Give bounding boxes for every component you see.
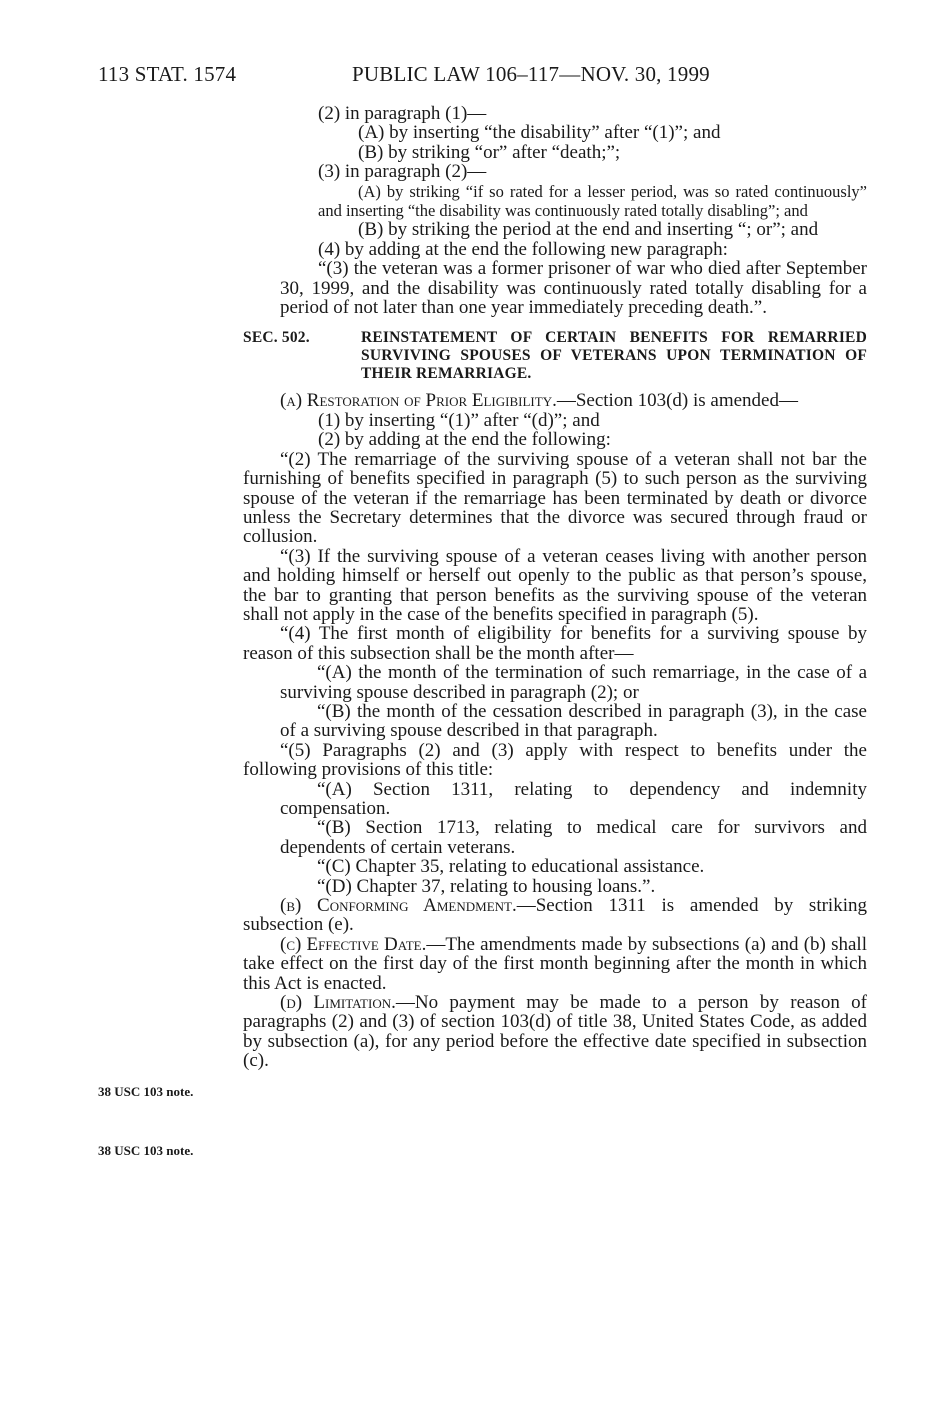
subsection-heading: (d) Limitation. [280, 992, 396, 1014]
paragraph: “(C) Chapter 35, relating to educational assistance. [317, 856, 705, 878]
subsection-heading: (a) Restoration of Prior Eligibility. [280, 390, 557, 412]
margin-note-d: 38 USC 103 note. [98, 1143, 194, 1158]
subsection-text: —No payment may be made to a person by reason of paragraphs (2) and (3) of section 103(d) of title 38, United States Code, as added by subsection (a), for any period before the effective date specified in subsection (c). [243, 992, 867, 1072]
paragraph: “(B) the month of the cessation described in paragraph (3), in the case of a surviving spouse described in that paragraph. [280, 700, 867, 742]
margin-note-c: 38 USC 103 note. [98, 1084, 194, 1099]
subsection-a [243, 391, 867, 410]
text-line: (2) in paragraph (1)— [318, 103, 487, 124]
subsection-text: —The amendments made by subsections (a) and (b) shall take effect on the first day of the first month beginning after the month in which this Act is enacted. [243, 933, 867, 994]
text-line: (B) by striking “or” after “death;”; [358, 141, 621, 163]
subsection-c [243, 935, 867, 993]
text-line: (4) by adding at the end the following new paragraph: [318, 238, 728, 260]
section-title: REINSTATEMENT OF CERTAIN BENEFITS FOR REMARRIED SURVIVING SPOUSES OF VETERANS UPON TERMINATION OF THEIR REMARRIAGE. [361, 329, 867, 383]
text-line: (A) by striking “if so rated for a lesser period, was so rated continuously” and inserting “the disability was continuously rated totally disabling”; and [318, 181, 867, 221]
paragraph: “(2) The remarriage of the surviving spouse of a veteran shall not bar the furnishing of benefits specified in paragraph (5) to such person as the surviving spouse of the veteran if the remarriage has been terminated by death or divorce unless the Secretary determines that the divorce was secured through fraud or collusion. [243, 448, 867, 548]
paragraph: “(D) Chapter 37, relating to housing loans.”. [317, 875, 656, 897]
paragraph: “(B) Section 1713, relating to medical care for survivors and dependents of certain veterans. [280, 817, 867, 858]
paragraph: “(5) Paragraphs (2) and (3) apply with respect to benefits under the following provisions of this title: [243, 739, 867, 781]
paragraph: “(A) Section 1311, relating to dependency and indemnity compensation. [280, 778, 867, 819]
text-line: (A) by inserting “the disability” after “(1)”; and [358, 122, 721, 144]
text-line: (3) in paragraph (2)— [318, 161, 487, 183]
text-line: (2) by adding at the end the following: [318, 429, 611, 451]
paragraph: “(3) If the surviving spouse of a veteran ceases living with another person and holding himself or herself out openly to the public as that person’s spouse, the bar to granting that person benefits as the surviving spouse of the veteran shall not apply in the case of the benefits specified in paragraph (5). [243, 545, 867, 625]
subsection-heading: (c) Effective Date. [280, 933, 427, 955]
subsection-b [243, 896, 867, 935]
section-heading [243, 329, 867, 383]
subsection-text: —Section 103(d) is amended— [556, 390, 798, 412]
text-line: (B) by striking the period at the end and inserting “; or”; and [358, 219, 819, 241]
paragraph: “(4) The first month of eligibility for benefits for a surviving spouse by reason of this subsection shall be the month after— [243, 623, 867, 664]
text-line: (1) by inserting “(1)” after “(d)”; and [318, 409, 600, 431]
document-body [243, 104, 867, 1071]
subsection-heading: (b) Conforming Amendment. [280, 895, 517, 917]
subsection-d [243, 993, 867, 1071]
stat-citation: 113 STAT. 1574 [98, 62, 237, 86]
subsection-text: —Section 1311 is amended by striking subsection (e). [243, 895, 867, 936]
text-line: “(3) the veteran was a former prisoner of war who died after September 30, 1999, and the disability was continuously rated totally disabling for a period of not later than one year immediately preceding death.”. [280, 258, 867, 319]
paragraph: “(A) the month of the termination of such remarriage, in the case of a surviving spouse described in paragraph (2); or [280, 662, 867, 703]
section-label: SEC. 502. [243, 329, 310, 347]
page-title: PUBLIC LAW 106–117—NOV. 30, 1999 [352, 62, 710, 86]
